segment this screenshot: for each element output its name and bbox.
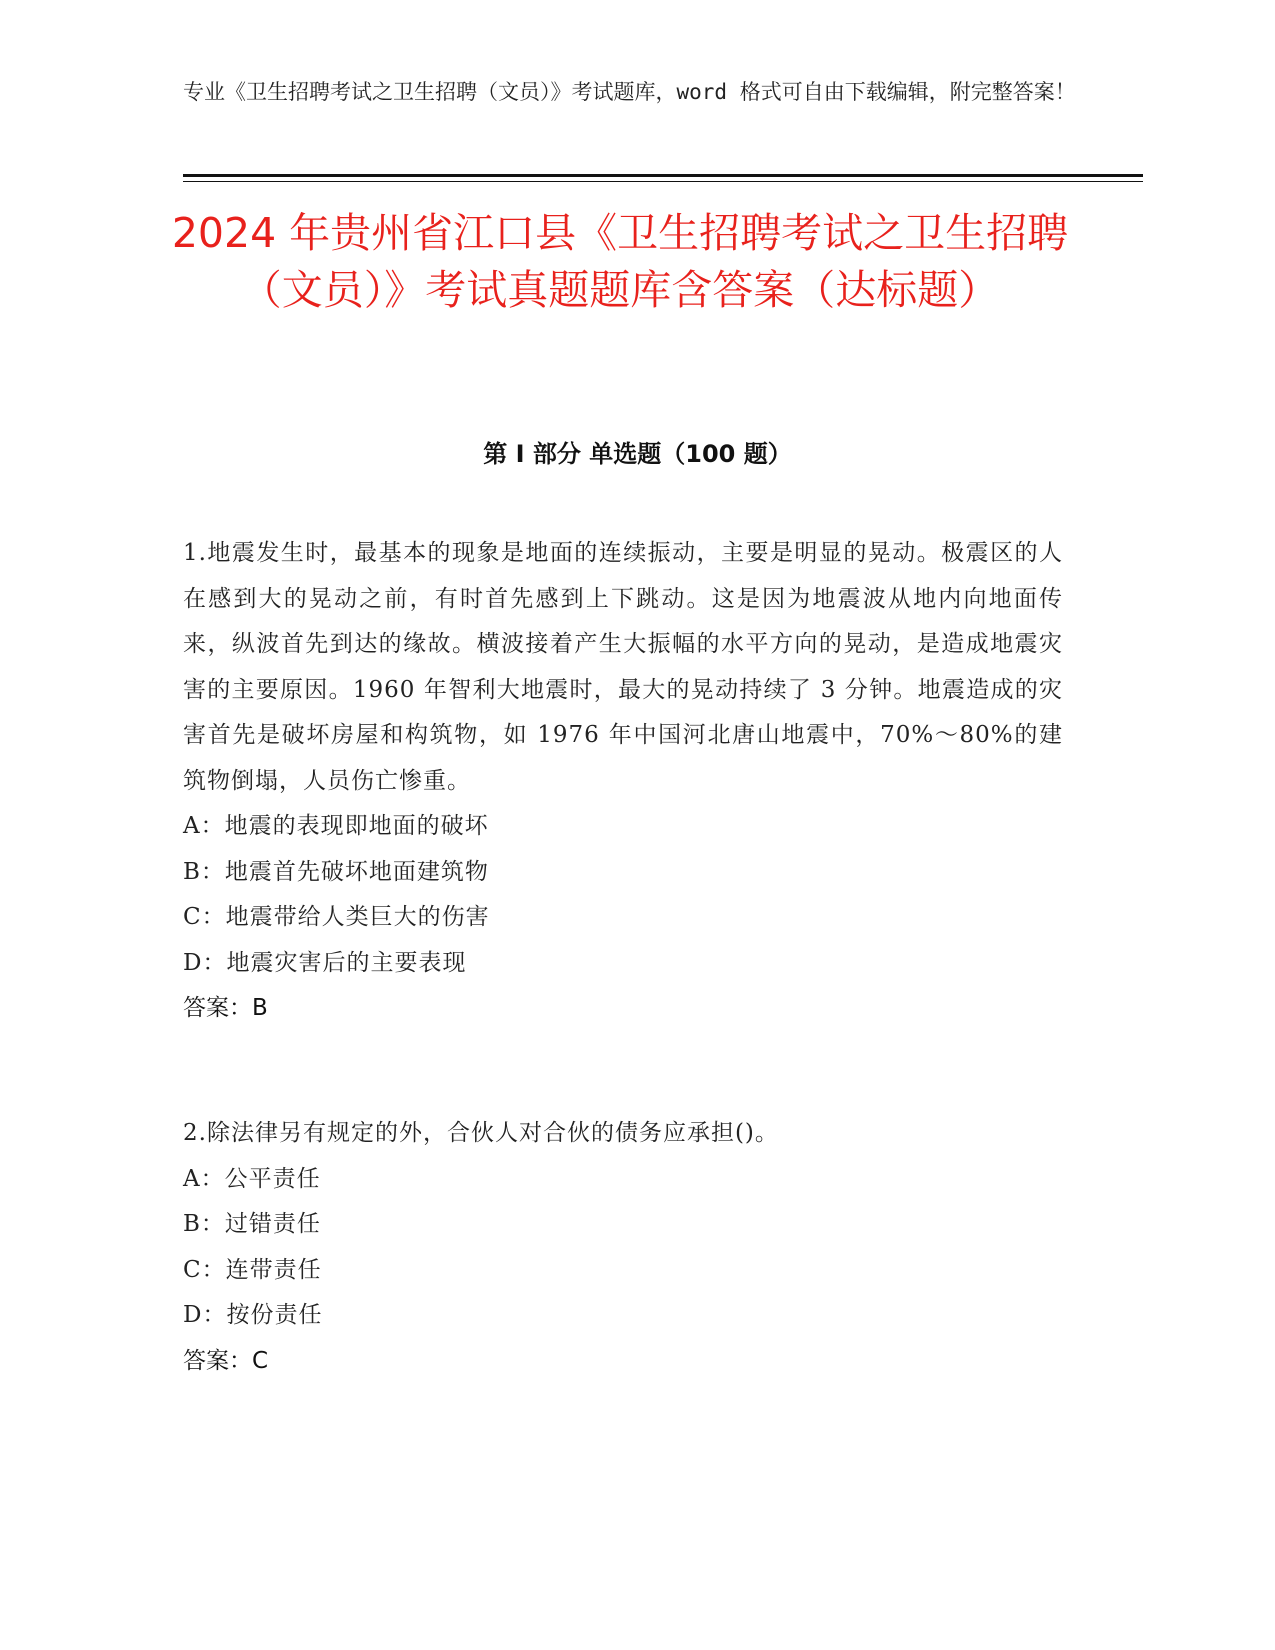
document-title: 2024 年贵州省江口县《卫生招聘考试之卫生招聘（文员）》考试真题题库含答案（达标题） [171,209,1069,314]
option-a: A：地震的表现即地面的破坏 [183,813,489,839]
header-divider-thin [183,181,1143,182]
header-divider-thick [183,174,1143,177]
option-b: B：地震首先破坏地面建筑物 [183,858,489,885]
question-1 [183,531,1063,1032]
question-stem: 2.除法律另有规定的外，合伙人对合伙的债务应承担()。 [183,1120,779,1146]
option-c: C：连带责任 [183,1256,322,1283]
option-a: A：公平责任 [183,1165,321,1192]
question-stem: 1.地震发生时，最基本的现象是地面的连续振动，主要是明显的晃动。极震区的人在感到大的晃动之前，有时首先感到上下跳动。这是因为地震波从地内向地面传来，纵波首先到达的缘故。横波接着产生大振幅的水平方向的晃动，是造成地震灾害的主要原因。1960 年智利大地震时，最大的晃动持续了 3 分钟。地震造成的灾害首先是破坏房屋和构筑物，如 1976 年中国河北唐山地震中，70%～80%的建筑物倒塌，人员伤亡惨重。 [183,540,1063,794]
answer-label: 答案：B [183,995,268,1021]
question-2 [183,1111,1063,1384]
section-heading: 第 I 部分 单选题（100 题） [483,440,792,468]
answer-label: 答案：C [183,1347,269,1374]
option-d: D：地震灾害后的主要表现 [183,949,467,976]
option-c: C：地震带给人类巨大的伤害 [183,904,490,930]
header-note: 专业《卫生招聘考试之卫生招聘（文员）》考试题库，word 格式可自由下载编辑，附完整答案！ [183,80,1076,104]
option-d: D：按份责任 [183,1302,323,1328]
option-b: B：过错责任 [183,1211,321,1237]
